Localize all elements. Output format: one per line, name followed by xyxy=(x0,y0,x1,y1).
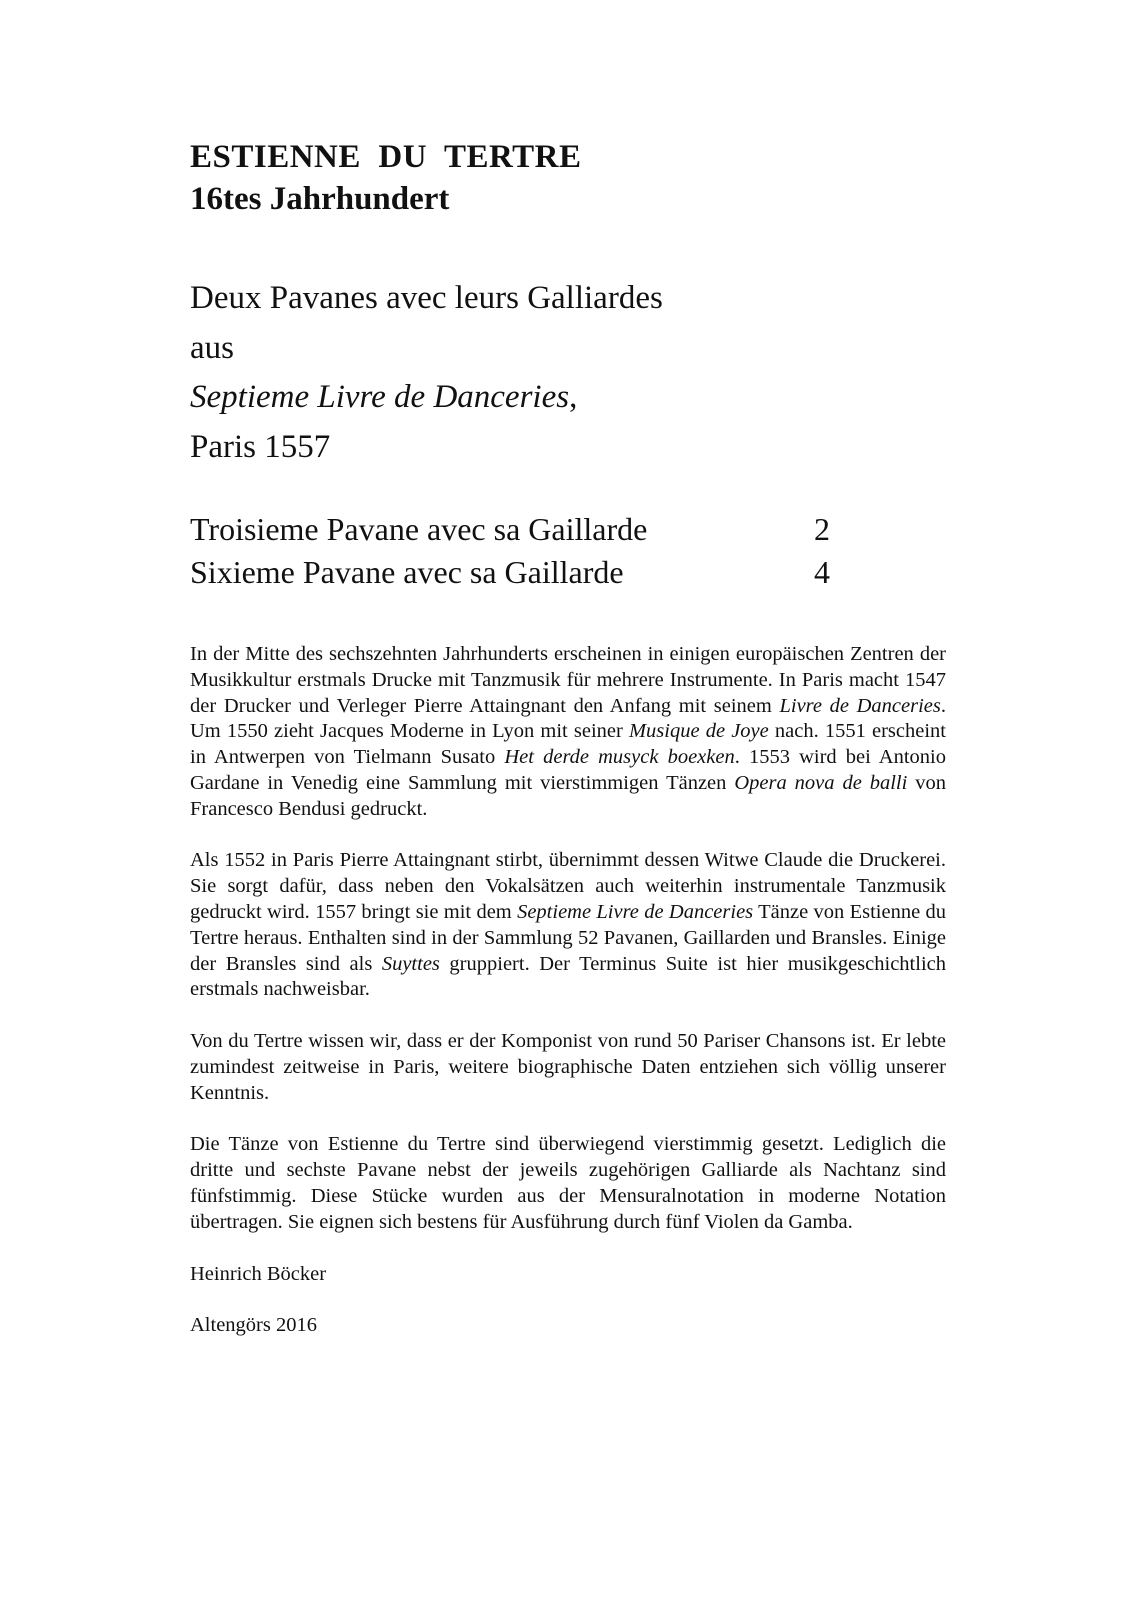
italic-title: Septieme Livre de Danceries xyxy=(517,900,754,923)
document-page xyxy=(190,136,946,1339)
work-from: aus xyxy=(190,329,234,366)
toc-entry xyxy=(190,551,830,594)
paragraph-3: Von du Tertre wissen wir, dass er der Komponist von rund 50 Pariser Chansons ist. Er lebte zumindest zeitweise in Paris, weitere biographische Daten entziehen sich völlig unserer Kenntnis. xyxy=(190,1029,946,1104)
toc-entry-title: Troisieme Pavane avec sa Gaillarde xyxy=(190,511,648,547)
source-comma: , xyxy=(569,379,578,415)
toc-entry-page: 4 xyxy=(814,554,830,590)
italic-title: Opera nova de balli xyxy=(734,771,908,794)
paragraph-text: gruppiert. Der Terminus Suite ist hier musikgeschichtlich erstmals nachweisbar. xyxy=(190,952,946,1001)
place-date: Altengörs 2016 xyxy=(190,1314,317,1337)
paragraph-text: In der Mitte des sechszehnten Jahrhunderts erscheinen in einigen europäischen Zentren der Musikkultur erstmals Drucke mit Tanzmusik für mehrere Instrumente. In Paris macht 1547 der Drucker und Verleger Pierre Attaingnant den Anfang mit seinem xyxy=(190,643,946,717)
italic-title: Suyttes xyxy=(381,952,440,975)
paragraph-4: Die Tänze von Estienne du Tertre sind überwiegend vierstimmig gesetzt. Lediglich die dritte und sechste Pavane nebst der jeweils zugehörigen Galliarde als Nachtanz sind fünfstimmig. Diese Stücke wurden aus der Mensuralnotation in moderne Notation übertragen. Sie eignen sich bestens für Ausführung durch fünf Violen da Gamba. xyxy=(190,1133,946,1233)
paragraph-text: nach. 1551 erscheint in Antwerpen von Tielmann Susato xyxy=(190,720,946,769)
paragraph-1 xyxy=(190,642,946,823)
italic-title: Het derde musyck boexken xyxy=(504,746,735,769)
header xyxy=(190,136,946,220)
italic-title: Musique de Joye xyxy=(628,720,769,743)
paragraph-2 xyxy=(190,848,946,1003)
work-title-block xyxy=(190,274,946,472)
paragraph-text: Tänze von Estienne du Tertre heraus. Enthalten sind in der Sammlung 52 Pavanen, Gaillarden und Bransles. Einige der Bransles sind als xyxy=(190,900,947,975)
work-title: Deux Pavanes avec leurs Galliardes xyxy=(190,280,663,316)
toc-entry-title: Sixieme Pavane avec sa Gaillarde xyxy=(190,554,624,590)
paragraph-text: Als 1552 in Paris Pierre Attaingnant stirbt, übernimmt dessen Witwe Claude die Druckerei. Sie sorgt dafür, dass neben den Vokalsätzen auch weiterhin instrumentale Tanzmusik gedruckt wird. 1557 bringt sie mit dem xyxy=(190,849,946,923)
toc-entry-page: 2 xyxy=(814,511,830,547)
composer-name: ESTIENNE DU TERTRE xyxy=(190,139,582,175)
work-source xyxy=(190,373,946,423)
paragraph-text: . 1553 wird bei Antonio Gardane in Venedig eine Sammlung mit vierstimmigen Tänzen xyxy=(190,746,946,794)
source-title: Septieme Livre de Danceries xyxy=(190,379,570,415)
century-subtitle: 16tes Jahrhundert xyxy=(190,181,450,217)
body-text xyxy=(190,642,946,1235)
paragraph-text: von Francesco Bendusi gedruckt. xyxy=(190,771,946,820)
author-signature: Heinrich Böcker xyxy=(190,1263,327,1286)
toc-entry xyxy=(190,508,830,551)
table-of-contents xyxy=(190,508,946,594)
paragraph-text: . Um 1550 zieht Jacques Moderne in Lyon mit seiner xyxy=(190,694,946,743)
work-place-year: Paris 1557 xyxy=(190,428,331,465)
italic-title: Livre de Danceries xyxy=(779,694,941,717)
